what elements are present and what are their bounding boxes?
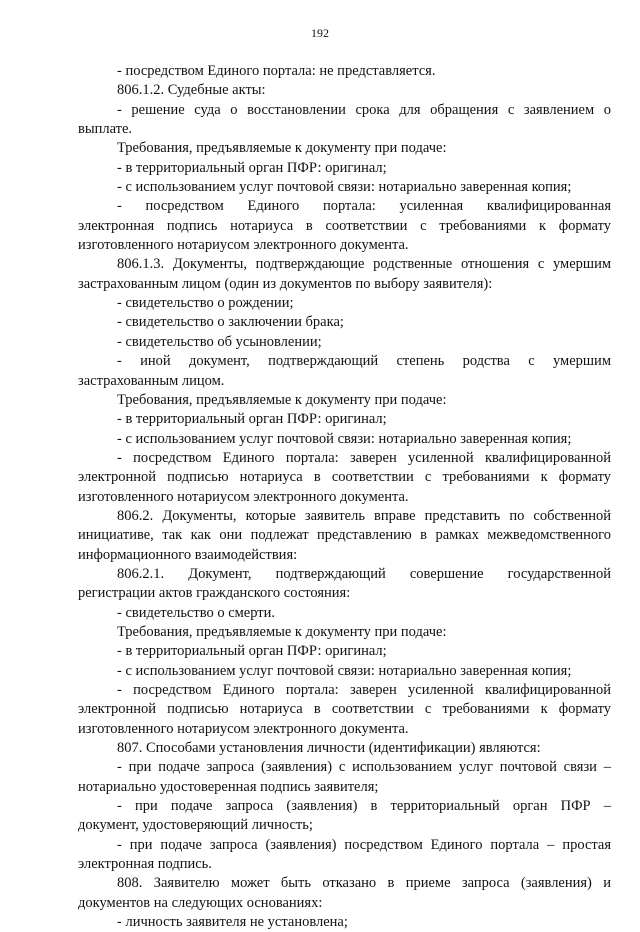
text-line: - при подаче запроса (заявления) в территориальный орган ПФР –: [117, 798, 611, 815]
text-line: 806.2. Документы, которые заявитель вправе представить по собственной: [117, 507, 611, 524]
text-line: - свидетельство о рождении;: [117, 295, 294, 312]
text-line: изготовленного нотариусом электронного документа.: [78, 237, 409, 254]
text-line: выплате.: [78, 121, 133, 138]
text-line: - в территориальный орган ПФР: оригинал;: [117, 411, 387, 428]
text-line: - свидетельство об усыновлении;: [117, 333, 322, 350]
text-line: 807. Способами установления личности (идентификации) являются:: [117, 740, 541, 757]
text-line: электронная подпись нотариуса в соответствии с требованиями к формату: [78, 217, 611, 234]
text-line: 808. Заявителю может быть отказано в приеме запроса (заявления) и: [117, 875, 611, 892]
text-line: документ, удостоверяющий личность;: [78, 817, 313, 834]
text-line: - в территориальный орган ПФР: оригинал;: [117, 643, 387, 660]
text-line: - иной документ, подтверждающий степень родства с умершим: [117, 353, 611, 370]
text-line: изготовленного нотариусом электронного документа.: [78, 720, 409, 737]
text-line: нотариально удостоверенная подпись заявителя;: [78, 778, 379, 795]
text-line: электронной подписью нотариуса в соответствии с требованиями к формату: [78, 701, 611, 718]
text-line: Требования, предъявляемые к документу при подаче:: [117, 623, 447, 640]
text-line: электронная подпись.: [78, 856, 212, 873]
text-line: застрахованным лицом.: [78, 372, 225, 389]
text-line: - с использованием услуг почтовой связи: нотариально заверенная копия;: [117, 179, 572, 196]
text-line: - посредством Единого портала: заверен усиленной квалифицированной: [117, 682, 611, 698]
text-line: регистрации актов гражданского состояния:: [78, 585, 351, 602]
text-line: - с использованием услуг почтовой связи: нотариально заверенная копия;: [117, 430, 572, 447]
document-body: [78, 0, 611, 932]
text-line: - решение суда о восстановлении срока для обращения с заявлением о: [117, 101, 611, 118]
text-line: Требования, предъявляемые к документу при подаче:: [117, 140, 447, 157]
text-line: информационного взаимодействия:: [78, 546, 298, 563]
text-line: - с использованием услуг почтовой связи: нотариально заверенная копия;: [117, 662, 572, 679]
text-line: - в территориальный орган ПФР: оригинал;: [117, 159, 387, 176]
text-line: застрахованным лицом (один из документов по выбору заявителя):: [78, 275, 493, 292]
text-line: - при подаче запроса (заявления) посредством Единого портала – простая: [117, 836, 611, 853]
text-line: - посредством Единого портала: усиленная квалифицированная: [117, 198, 611, 215]
text-line: - при подаче запроса (заявления) с использованием услуг почтовой связи –: [117, 759, 611, 776]
text-line: 806.2.1. Документ, подтверждающий совершение государственной: [117, 565, 611, 582]
text-line: - свидетельство о смерти.: [117, 604, 276, 621]
text-line: документов на следующих основаниях:: [78, 894, 323, 911]
text-line: 806.1.3. Документы, подтверждающие родственные отношения с умершим: [117, 256, 611, 273]
text-line: - свидетельство о заключении брака;: [117, 314, 344, 331]
text-line: изготовленного нотариусом электронного документа.: [78, 488, 409, 505]
text-line: электронной подписью нотариуса в соответствии с требованиями к формату: [78, 469, 611, 486]
text-line: - посредством Единого портала: заверен усиленной квалифицированной: [117, 449, 611, 466]
text-line: - посредством Единого портала: не представляется.: [117, 63, 436, 79]
text-line: 806.1.2. Судебные акты:: [117, 82, 266, 99]
text-line: инициативе, так как они подлежат представлению в рамках межведомственного: [78, 527, 611, 544]
text-line: - личность заявителя не установлена;: [117, 914, 348, 931]
page-number: 192: [311, 26, 329, 40]
text-line: Требования, предъявляемые к документу при подаче:: [117, 391, 447, 408]
